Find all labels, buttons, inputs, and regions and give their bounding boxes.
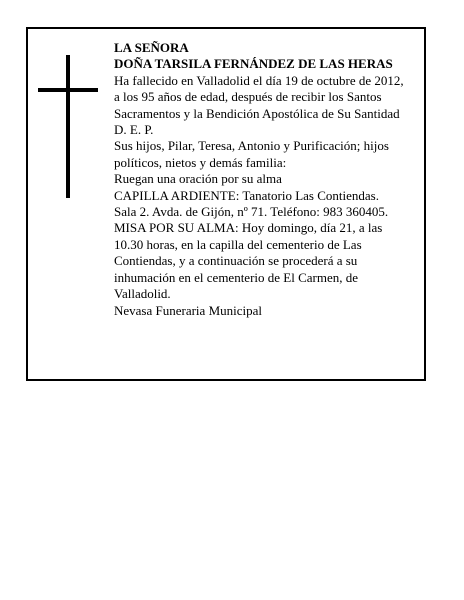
cross-vertical-bar [66, 55, 70, 198]
text-line: Contiendas, y a continuación se procederá a su [114, 253, 358, 269]
obituary-text [114, 40, 424, 319]
text-line: CAPILLA ARDIENTE: Tanatorio Las Contiendas. [114, 187, 379, 203]
heading: LA SEÑORA [114, 40, 189, 55]
text-line: Sus hijos, Pilar, Teresa, Antonio y Purificación; hijos [114, 138, 389, 154]
text-line: a los 95 años de edad, después de recibir los Santos [114, 89, 382, 105]
text-line: Ruegan una oración por su alma [114, 171, 282, 187]
text-line: políticos, nietos y demás familia: [114, 154, 287, 170]
text-line: MISA POR SU ALMA: Hoy domingo, día 21, a las [114, 220, 383, 236]
text-line: Ha fallecido en Valladolid el día 19 de octubre de 2012, [114, 72, 404, 88]
text-line: 10.30 horas, en la capilla del cementerio de Las [114, 236, 362, 252]
cross-horizontal-bar [38, 88, 98, 92]
text-line: Valladolid. [114, 286, 171, 302]
text-line: D. E. P. [114, 122, 154, 138]
text-line: inhumación en el cementerio de El Carmen, de [114, 269, 359, 285]
deceased-name: DOÑA TARSILA FERNÁNDEZ DE LAS HERAS [114, 56, 393, 72]
text-line: Sala 2. Avda. de Gijón, nº 71. Teléfono: 983 360405. [114, 204, 389, 220]
obituary-frame [26, 27, 426, 381]
text-line: Nevasa Funeraria Municipal [114, 302, 263, 318]
text-line: Sacramentos y la Bendición Apostólica de Su Santidad [114, 105, 400, 121]
